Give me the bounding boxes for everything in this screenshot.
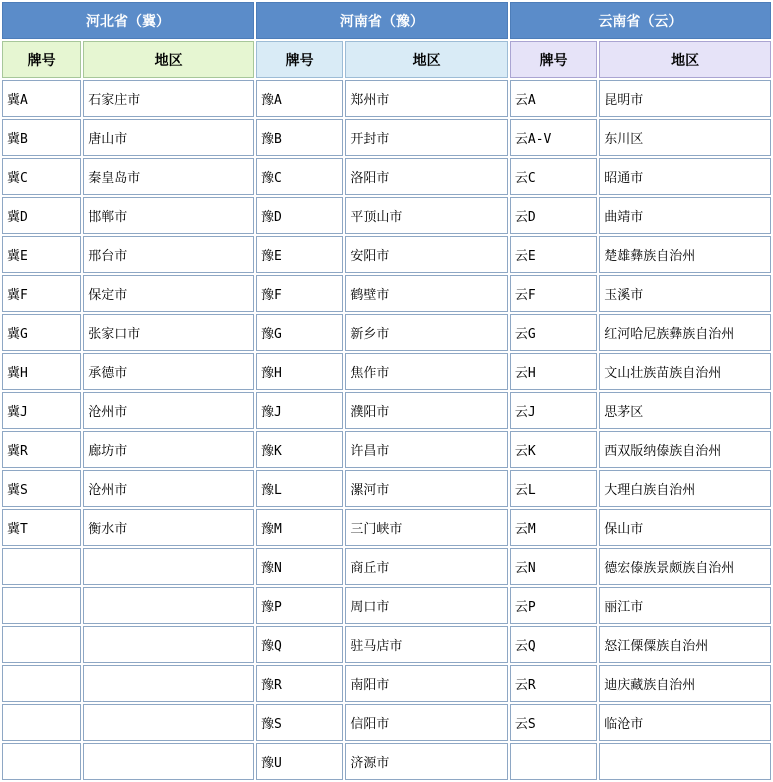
region-cell: 德宏傣族景颇族自治州	[599, 548, 771, 585]
plate-code-cell: 云A-V	[510, 119, 597, 156]
province-title-henan: 河南省（豫）	[256, 2, 508, 39]
region-cell: 许昌市	[345, 431, 508, 468]
column-header-row	[2, 41, 771, 78]
table-row	[2, 431, 771, 468]
region-cell: 思茅区	[599, 392, 771, 429]
region-cell	[83, 548, 254, 585]
plate-code-cell: 豫U	[256, 743, 343, 780]
plate-code-cell: 豫P	[256, 587, 343, 624]
table-row	[2, 197, 771, 234]
region-cell: 曲靖市	[599, 197, 771, 234]
plate-code-cell: 豫L	[256, 470, 343, 507]
plate-code-cell: 云J	[510, 392, 597, 429]
plate-code-cell: 冀B	[2, 119, 81, 156]
region-cell: 石家庄市	[83, 80, 254, 117]
region-cell: 郑州市	[345, 80, 508, 117]
region-cell: 保山市	[599, 509, 771, 546]
plate-code-cell: 豫E	[256, 236, 343, 273]
plate-code-cell: 云A	[510, 80, 597, 117]
region-cell	[599, 743, 771, 780]
table-row	[2, 80, 771, 117]
region-cell: 楚雄彝族自治州	[599, 236, 771, 273]
province-title-yunnan: 云南省（云）	[510, 2, 771, 39]
column-header-code: 牌号	[256, 41, 343, 78]
table-body	[2, 80, 771, 780]
column-header-region: 地区	[599, 41, 771, 78]
region-cell: 迪庆藏族自治州	[599, 665, 771, 702]
plate-code-cell: 豫M	[256, 509, 343, 546]
region-cell: 丽江市	[599, 587, 771, 624]
region-cell: 周口市	[345, 587, 508, 624]
plate-code-cell: 豫B	[256, 119, 343, 156]
plate-code-cell	[2, 743, 81, 780]
plate-code-cell: 豫R	[256, 665, 343, 702]
province-title-hebei: 河北省（冀）	[2, 2, 254, 39]
column-header-code: 牌号	[510, 41, 597, 78]
region-cell: 济源市	[345, 743, 508, 780]
table-row	[2, 353, 771, 390]
table-row	[2, 392, 771, 429]
plate-code-cell: 云C	[510, 158, 597, 195]
plate-code-cell: 豫S	[256, 704, 343, 741]
region-cell: 濮阳市	[345, 392, 508, 429]
region-cell: 沧州市	[83, 470, 254, 507]
plate-code-cell	[2, 665, 81, 702]
region-cell: 沧州市	[83, 392, 254, 429]
region-cell: 焦作市	[345, 353, 508, 390]
table-row	[2, 509, 771, 546]
region-cell: 西双版纳傣族自治州	[599, 431, 771, 468]
plate-code-cell: 冀A	[2, 80, 81, 117]
plate-code-cell: 豫J	[256, 392, 343, 429]
region-cell: 商丘市	[345, 548, 508, 585]
plate-code-cell: 云E	[510, 236, 597, 273]
plate-code-cell: 豫H	[256, 353, 343, 390]
region-cell: 秦皇岛市	[83, 158, 254, 195]
region-cell: 张家口市	[83, 314, 254, 351]
region-cell: 漯河市	[345, 470, 508, 507]
region-cell: 怒江傈僳族自治州	[599, 626, 771, 663]
region-cell: 廊坊市	[83, 431, 254, 468]
table-row	[2, 743, 771, 780]
plate-code-cell: 豫Q	[256, 626, 343, 663]
column-header-code: 牌号	[2, 41, 81, 78]
table-row	[2, 704, 771, 741]
plate-code-cell: 豫A	[256, 80, 343, 117]
table-row	[2, 548, 771, 585]
region-cell: 大理白族自治州	[599, 470, 771, 507]
plate-code-cell: 云K	[510, 431, 597, 468]
plate-code-cell: 豫F	[256, 275, 343, 312]
region-cell	[83, 665, 254, 702]
region-cell: 唐山市	[83, 119, 254, 156]
plate-code-cell: 冀S	[2, 470, 81, 507]
plate-code-cell: 豫G	[256, 314, 343, 351]
region-cell: 邯郸市	[83, 197, 254, 234]
region-cell: 新乡市	[345, 314, 508, 351]
plate-code-cell: 云R	[510, 665, 597, 702]
region-cell: 临沧市	[599, 704, 771, 741]
plate-code-cell: 豫C	[256, 158, 343, 195]
plate-code-cell: 豫D	[256, 197, 343, 234]
plate-code-cell	[2, 548, 81, 585]
table-row	[2, 626, 771, 663]
region-cell: 安阳市	[345, 236, 508, 273]
plate-code-cell: 云G	[510, 314, 597, 351]
plate-code-cell: 云F	[510, 275, 597, 312]
plate-code-cell: 冀D	[2, 197, 81, 234]
plate-code-cell: 云L	[510, 470, 597, 507]
table-row	[2, 275, 771, 312]
plate-code-cell: 云S	[510, 704, 597, 741]
plate-code-cell: 冀F	[2, 275, 81, 312]
column-header-region: 地区	[345, 41, 508, 78]
region-cell: 保定市	[83, 275, 254, 312]
region-cell: 文山壮族苗族自治州	[599, 353, 771, 390]
region-cell: 昭通市	[599, 158, 771, 195]
plate-code-cell: 冀G	[2, 314, 81, 351]
plate-code-cell	[2, 587, 81, 624]
plate-code-cell: 云H	[510, 353, 597, 390]
plate-code-cell	[510, 743, 597, 780]
region-cell: 三门峡市	[345, 509, 508, 546]
table-row	[2, 665, 771, 702]
plate-code-cell: 云D	[510, 197, 597, 234]
plate-code-cell: 冀H	[2, 353, 81, 390]
plate-code-cell: 云Q	[510, 626, 597, 663]
region-cell: 玉溪市	[599, 275, 771, 312]
plate-code-cell: 冀C	[2, 158, 81, 195]
region-cell: 衡水市	[83, 509, 254, 546]
region-cell: 承德市	[83, 353, 254, 390]
plate-code-cell: 豫K	[256, 431, 343, 468]
region-cell	[83, 704, 254, 741]
plate-code-cell: 豫N	[256, 548, 343, 585]
province-header-row	[2, 2, 771, 39]
region-cell	[83, 626, 254, 663]
plate-code-cell: 云P	[510, 587, 597, 624]
region-cell: 邢台市	[83, 236, 254, 273]
region-cell: 南阳市	[345, 665, 508, 702]
table-row	[2, 158, 771, 195]
region-cell: 红河哈尼族彝族自治州	[599, 314, 771, 351]
plate-code-cell: 冀T	[2, 509, 81, 546]
plate-code-cell: 云M	[510, 509, 597, 546]
region-cell: 昆明市	[599, 80, 771, 117]
region-cell: 洛阳市	[345, 158, 508, 195]
region-cell: 鹤壁市	[345, 275, 508, 312]
table-row	[2, 470, 771, 507]
region-cell	[83, 587, 254, 624]
table-row	[2, 587, 771, 624]
table-row	[2, 236, 771, 273]
plate-code-cell: 云N	[510, 548, 597, 585]
region-cell: 信阳市	[345, 704, 508, 741]
plate-code-cell	[2, 704, 81, 741]
region-cell: 开封市	[345, 119, 508, 156]
plate-code-cell: 冀J	[2, 392, 81, 429]
region-cell	[83, 743, 254, 780]
region-cell: 驻马店市	[345, 626, 508, 663]
table-row	[2, 314, 771, 351]
plate-code-cell: 冀E	[2, 236, 81, 273]
region-cell: 平顶山市	[345, 197, 508, 234]
plate-code-cell: 冀R	[2, 431, 81, 468]
region-cell: 东川区	[599, 119, 771, 156]
column-header-region: 地区	[83, 41, 254, 78]
table-row	[2, 119, 771, 156]
plate-code-cell	[2, 626, 81, 663]
